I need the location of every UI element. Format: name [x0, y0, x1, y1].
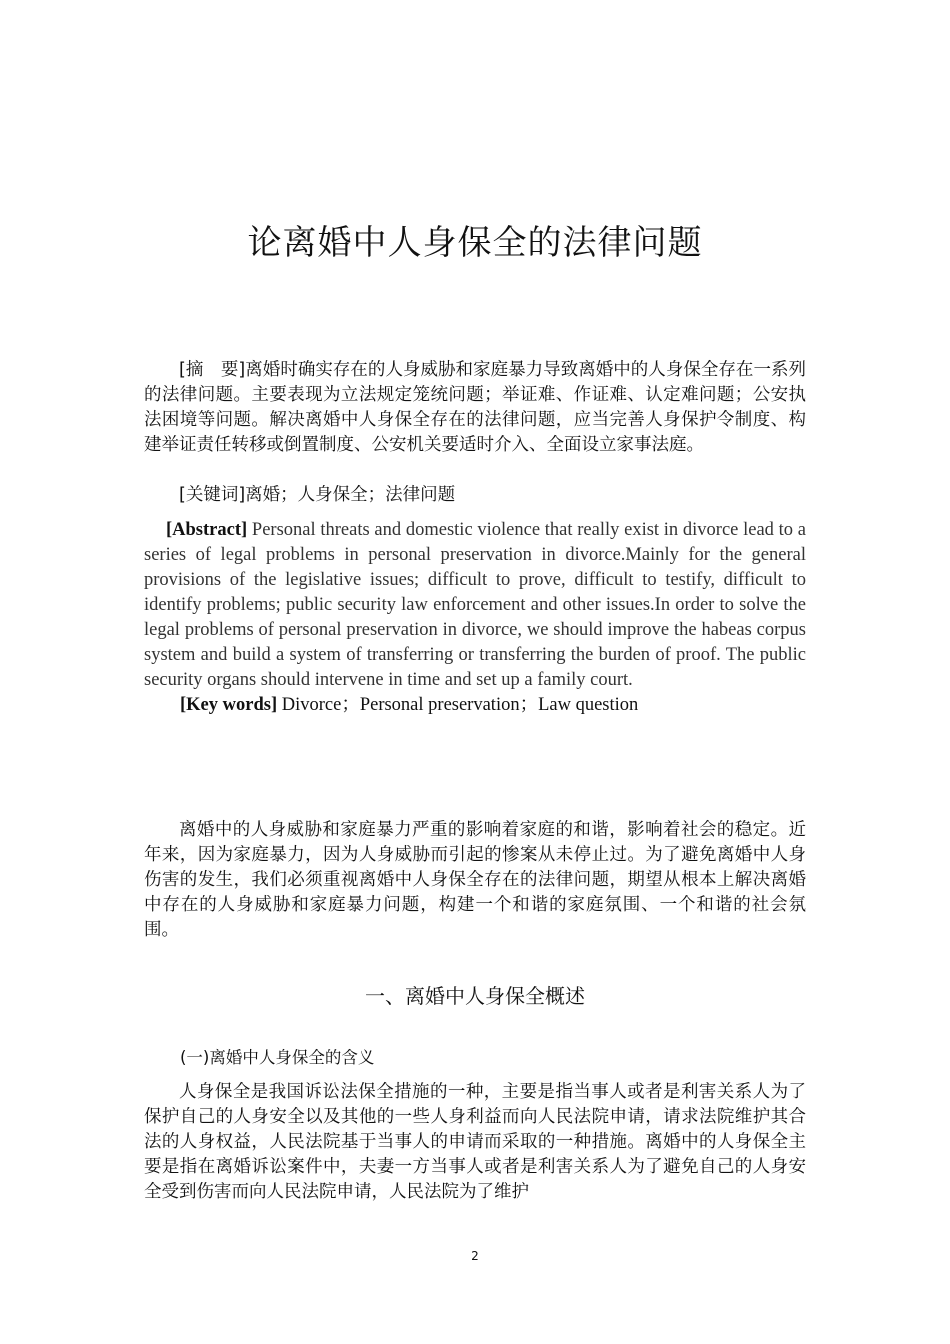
keywords-en-label: [Key words] — [180, 695, 278, 715]
keywords-cn-text: 离婚；人身保全；法律问题 — [245, 485, 456, 505]
abstract-en-text: Personal threats and domestic violence that really exist in divorce lead to a series of legal problems in personal preservation in divorce.Mainly for the general provisions of the legislative issues; difficult to prove, difficult to testify, difficult to identify problems; public security law enforcement and other issues.In order to solve the legal problems of personal preservation in divorce, we should improve the habeas corpus system and build a system of transferring or transferring the burden of proof. The public security organs should intervene in time and set up a family court. — [144, 520, 807, 690]
abstract-cn — [144, 358, 806, 458]
intro-paragraph: 离婚中的人身威胁和家庭暴力严重的影响着家庭的和谐，影响着社会的稳定。近年来，因为家庭暴力，因为人身威胁而引起的惨案从未停止过。为了避免离婚中人身伤害的发生，我们必须重视离婚中人身保全存在的法律问题，期望从根本上解决离婚中存在的人身威胁和家庭暴力问题，构建一个和谐的家庭氛围、一个和谐的社会氛围。 — [144, 820, 806, 940]
keywords-cn — [144, 483, 806, 508]
abstract-cn-text: 离婚时确实存在的人身威胁和家庭暴力导致离婚中的人身保全存在一系列的法律问题。主要表现为立法规定笼统问题；举证难、作证难、认定难问题；公安执法困境等问题。解决离婚中人身保全存在的法律问题，应当完善人身保护令制度、构建举证责任转移或倒置制度、公安机关要适时介入、全面设立家事法庭。 — [144, 360, 806, 455]
keywords-en-text: Divorce；Personal preservation；Law question — [281, 695, 639, 715]
keywords-en — [144, 693, 842, 718]
section-heading: 一、离婚中人身保全概述 — [365, 984, 585, 1008]
subsection-heading: (一)离婚中人身保全的含义 — [180, 1048, 375, 1067]
abstract-en-label: [Abstract] — [166, 520, 248, 540]
section-body-paragraph: 人身保全是我国诉讼法保全措施的一种，主要是指当事人或者是利害关系人为了保护自己的人身安全以及其他的一些人身利益而向人民法院申请，请求法院维护其合法的人身权益，人民法院基于当事人的申请而采取的一种措施。离婚中的人身保全主要是指在离婚诉讼案件中，夫妻一方当事人或者是利害关系人为了避免自己的人身安全受到伤害而向人民法院申请，人民法院为了维护 — [144, 1082, 806, 1202]
abstract-en — [144, 518, 806, 693]
keywords-cn-label: [关键词] — [179, 485, 246, 505]
paper-title: 论离婚中人身保全的法律问题 — [247, 223, 703, 263]
abstract-cn-label: [摘 要] — [179, 360, 246, 380]
page-number: 2 — [471, 1249, 479, 1263]
